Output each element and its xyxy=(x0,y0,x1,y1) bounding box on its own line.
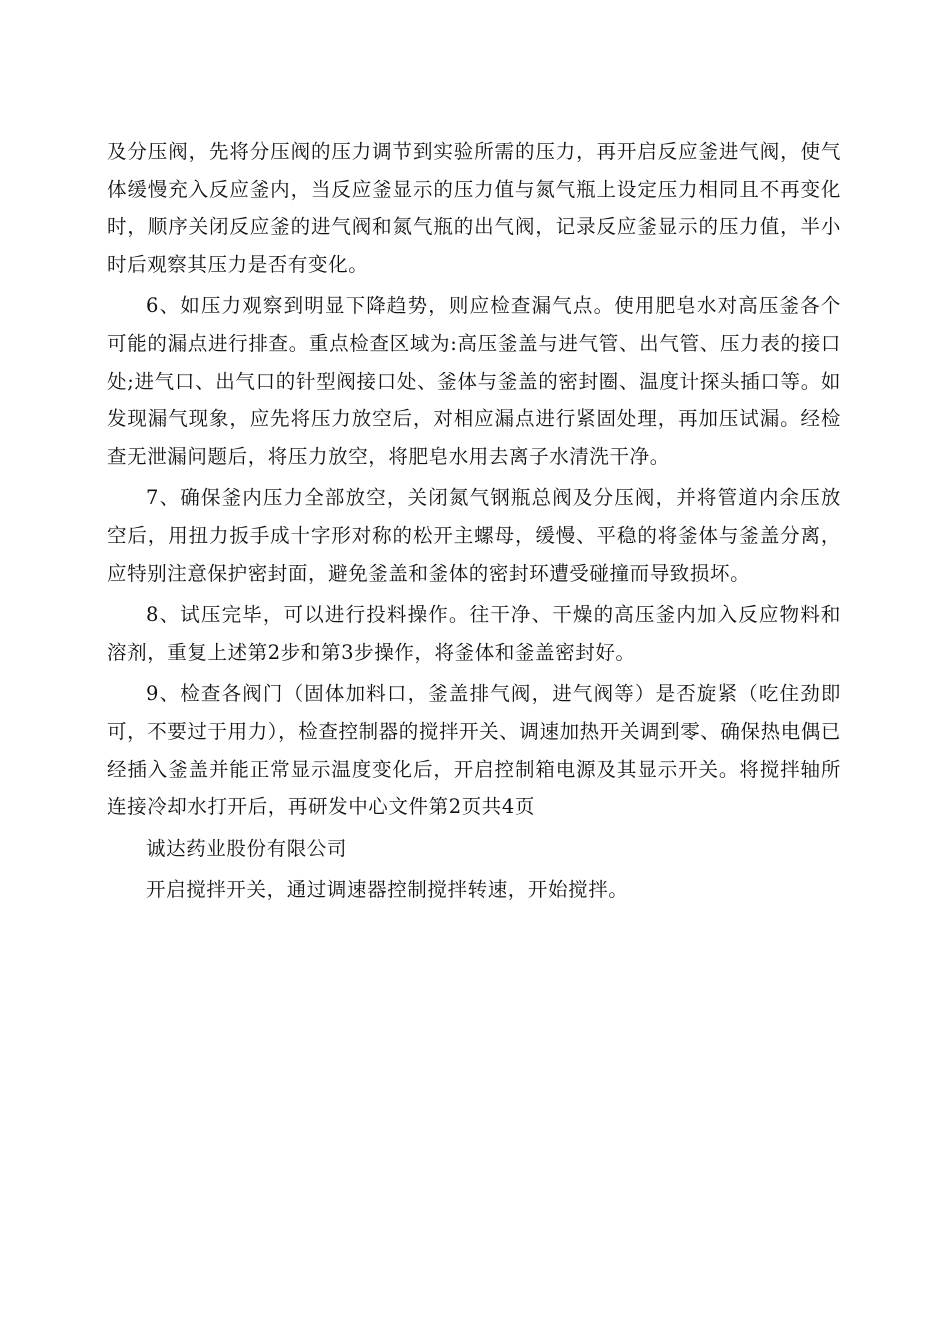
paragraph-step-8: 8、试压完毕，可以进行投料操作。往干净、干燥的高压釜内加入反应物料和溶剂，重复上述第2步和第3步操作，将釜体和釜盖密封好。 xyxy=(107,603,841,664)
paragraph-step-9: 9、检查各阀门（固体加料口，釜盖排气阀，进气阀等）是否旋紧（吃住劲即可，不要过于用力），检查控制器的搅拌开关、调速加热开关调到零、确保热电偶已经插入釜盖并能正常显示温度变化后，开启控制箱电源及其显示开关。将搅拌轴所连接冷却水打开后，再研发中心文件第2页共4页 xyxy=(107,682,841,819)
paragraph-continued: 及分压阀，先将分压阀的压力调节到实验所需的压力，再开启反应釜进气阀，使气体缓慢充入反应釜内，当反应釜显示的压力值与氮气瓶上设定压力相同且不再变化时，顺序关闭反应釜的进气阀和氮气瓶的出气阀，记录反应釜显示的压力值，半小时后观察其压力是否有变化。 xyxy=(107,140,841,276)
paragraph-step-6: 6、如压力观察到明显下降趋势，则应检查漏气点。使用肥皂水对高压釜各个可能的漏点进行排查。重点检查区域为:高压釜盖与进气管、出气管、压力表的接口处;进气口、出气口的针型阀接口处、釜体与釜盖的密封圈、温度计探头插口等。如发现漏气现象，应先将压力放空后，对相应漏点进行紧固处理，再加压试漏。经检查无泄漏问题后，将压力放空，将肥皂水用去离子水清洗干净。 xyxy=(107,294,841,468)
paragraph-step-7: 7、确保釜内压力全部放空，关闭氮气钢瓶总阀及分压阀，并将管道内余压放空后，用扭力扳手成十字形对称的松开主螺母，缓慢、平稳的将釜体与釜盖分离，应特别注意保护密封面，避免釜盖和釜体的密封环遭受碰撞而导致损坏。 xyxy=(107,486,841,585)
company-name: 诚达药业股份有限公司 xyxy=(146,836,348,860)
paragraph-start-stirring: 开启搅拌开关，通过调速器控制搅拌转速，开始搅拌。 xyxy=(146,878,629,902)
document-body xyxy=(107,133,841,913)
